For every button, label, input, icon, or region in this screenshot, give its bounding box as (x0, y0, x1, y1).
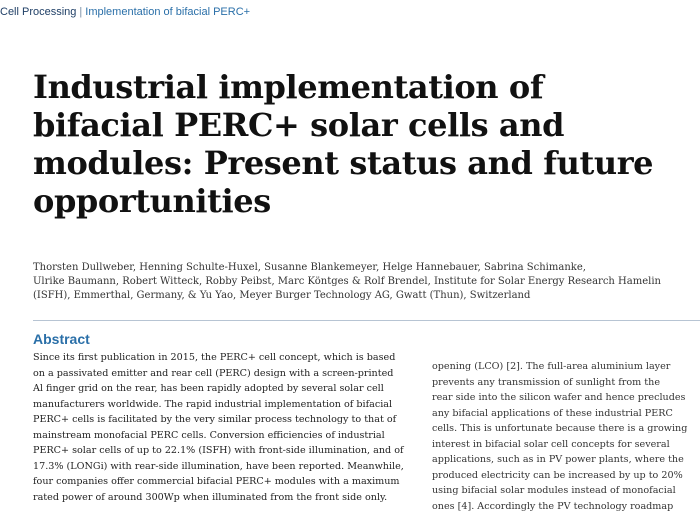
abstract-line: manufacturers worldwide. The rapid industrial implementation of bifacial (33, 397, 425, 413)
abstract-line: Since its first publication in 2015, the PERC+ cell concept, which is based (33, 350, 425, 366)
abstract-line: PERC+ solar cells of up to 22.1% (ISFH) with front-side illumination, and of (33, 443, 425, 459)
abstract-line: rated power of around 300Wp when illuminated from the front side only. (33, 490, 425, 506)
abstract-heading: Abstract (33, 331, 90, 347)
running-head (0, 6, 250, 18)
section-divider (33, 320, 700, 321)
body-line: interest in bifacial solar cell concepts for several (432, 437, 700, 453)
body-line: ones [4]. Accordingly the PV technology roadmap (432, 499, 700, 514)
abstract-line: PERC+ cells is facilitated by the very similar process technology to that of (33, 412, 425, 428)
body-line: using bifacial solar modules instead of monofacial (432, 483, 700, 499)
author-line: Thorsten Dullweber, Henning Schulte-Huxel, Susanne Blankemeyer, Helge Hannebauer, Sabrina Schimanke, (33, 261, 683, 275)
author-line: (ISFH), Emmerthal, Germany, & Yu Yao, Meyer Burger Technology AG, Gwatt (Thun), Switzerland (33, 289, 683, 303)
body-line: produced electricity can be increased by up to 20% (432, 468, 700, 484)
body-line: prevents any transmission of sunlight from the (432, 375, 700, 391)
running-head-separator: | (79, 6, 82, 18)
body-line: rear side into the silicon wafer and hence precludes (432, 390, 700, 406)
abstract-line: on a passivated emitter and rear cell (PERC) design with a screen-printed (33, 366, 425, 382)
running-head-topic: Implementation of bifacial PERC+ (85, 6, 250, 18)
article-title-line: modules: Present status and future (33, 144, 673, 182)
abstract-line: mainstream monofacial PERC cells. Conversion efficiencies of industrial (33, 428, 425, 444)
article-title-line: Industrial implementation of (33, 68, 673, 106)
body-line: cells. This is unfortunate because there is a growing (432, 421, 700, 437)
body-text-column (432, 359, 700, 514)
article-title-line: bifacial PERC+ solar cells and (33, 106, 673, 144)
abstract-line: Al finger grid on the rear, has been rapidly adopted by several solar cell (33, 381, 425, 397)
body-line: any bifacial applications of these industrial PERC (432, 406, 700, 422)
abstract-body (33, 350, 425, 505)
running-head-section: Cell Processing (0, 6, 76, 18)
body-line: opening (LCO) [2]. The full-area aluminium layer (432, 359, 700, 375)
article-title-line: opportunities (33, 182, 673, 220)
body-line: applications, such as in PV power plants, where the (432, 452, 700, 468)
author-affiliations (33, 261, 683, 303)
author-line: Ulrike Baumann, Robert Witteck, Robby Peibst, Marc Köntges & Rolf Brendel, Institute for Solar Energy Research Hamelin (33, 275, 683, 289)
article-title (33, 68, 673, 220)
abstract-line: four companies offer commercial bifacial PERC+ modules with a maximum (33, 474, 425, 490)
abstract-line: 17.3% (LONGi) with rear-side illumination, have been reported. Meanwhile, (33, 459, 425, 475)
